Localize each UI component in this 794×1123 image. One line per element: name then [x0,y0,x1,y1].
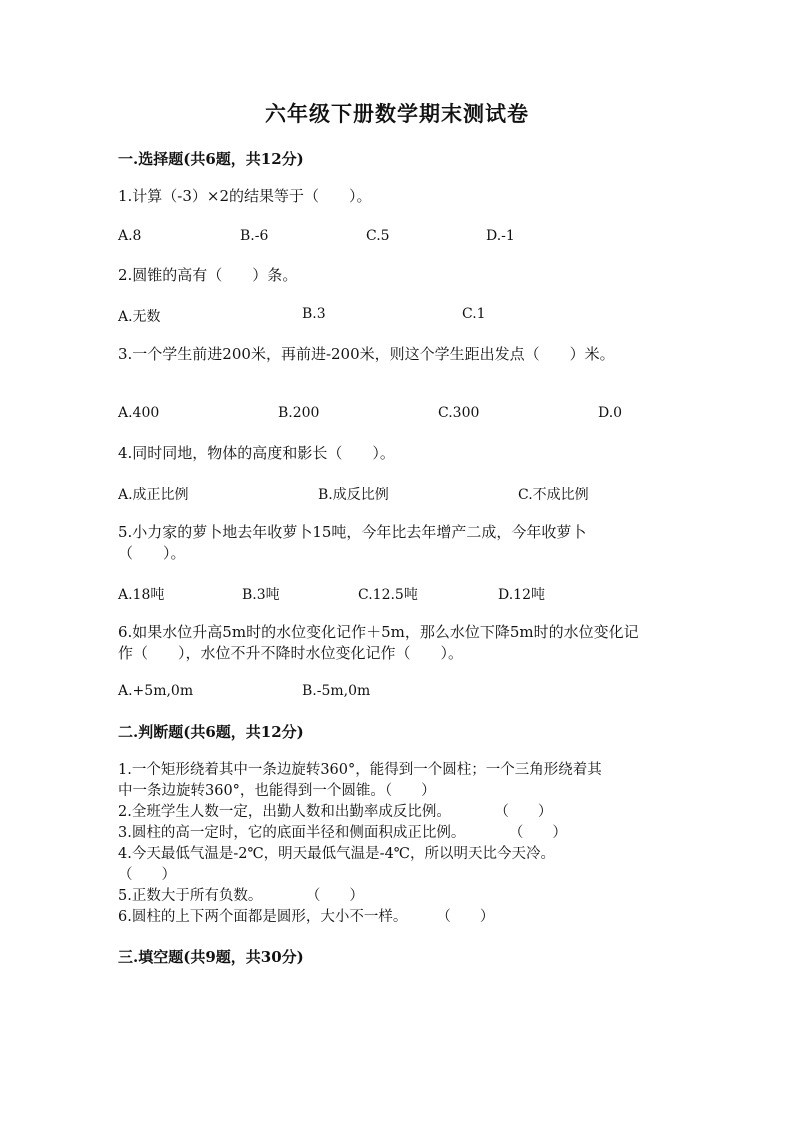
option: D.-1 [486,228,515,244]
judge-line: 4.今天最低气温是-2℃，明天最低气温是-4℃，所以明天比今天冷。 [118,846,556,862]
judge-line: （ ） [118,867,176,883]
option: D.0 [598,405,623,421]
option: A.18吨 [118,587,165,603]
option: C.不成比例 [518,487,589,503]
question-5-line-1: 5.小力家的萝卜地去年收萝卜15吨，今年比去年增产二成，今年收萝卜 [118,523,587,541]
judge-line: 中一条边旋转360°，也能得到一个圆锥。（ ） [118,783,436,799]
page-title: 六年级下册数学期末测试卷 [265,101,529,126]
option: C.1 [462,306,486,322]
judge-line: 1.一个矩形绕着其中一条边旋转360°，能得到一个圆柱；一个三角形绕着其 [118,762,602,778]
option: A.400 [118,405,160,421]
option: C.12.5吨 [358,587,418,603]
option: B.成反比例 [318,487,389,503]
option: B.-5m,0m [302,683,371,699]
option: A.成正比例 [118,487,189,503]
option: C.5 [366,228,390,244]
section-heading-judge: 二.判断题(共6题，共12分) [118,723,304,741]
option: C.300 [438,405,480,421]
option: A.+5m,0m [118,683,194,699]
section-heading-choice: 一.选择题(共6题，共12分) [118,150,304,168]
question-6-line-2: 作（ ），水位不升不降时水位变化记作（ ）。 [118,644,464,662]
question-2: 2.圆锥的高有（ ）条。 [118,266,298,284]
option: B.-6 [240,228,269,244]
option: A.无数 [118,309,161,325]
judge-line: 2.全班学生人数一定，出勤人数和出勤率成反比例。 （ ） [118,804,553,820]
option: B.3 [302,306,326,322]
question-5-line-2: （ ）。 [118,544,186,562]
option: B.3吨 [242,587,280,603]
section-heading-fill: 三.填空题(共9题，共30分) [118,948,304,966]
question-3: 3.一个学生前进200米，再前进-200米，则这个学生距出发点（ ）米。 [118,345,615,363]
judge-line: 5.正数大于所有负数。 （ ） [118,888,364,904]
judge-line: 3.圆柱的高一定时，它的底面半径和侧面积成正比例。 （ ） [118,825,567,841]
option: B.200 [278,405,320,421]
option: D.12吨 [498,587,545,603]
question-1: 1.计算（-3）×2的结果等于（ ）。 [118,187,372,205]
question-4: 4.同时同地，物体的高度和影长（ ）。 [118,444,395,462]
option: A.8 [118,228,142,244]
question-6-line-1: 6.如果水位升高5m时的水位变化记作＋5m，那么水位下降5m时的水位变化记 [118,623,639,641]
judge-line: 6.圆柱的上下两个面都是圆形，大小不一样。 （ ） [118,909,495,925]
